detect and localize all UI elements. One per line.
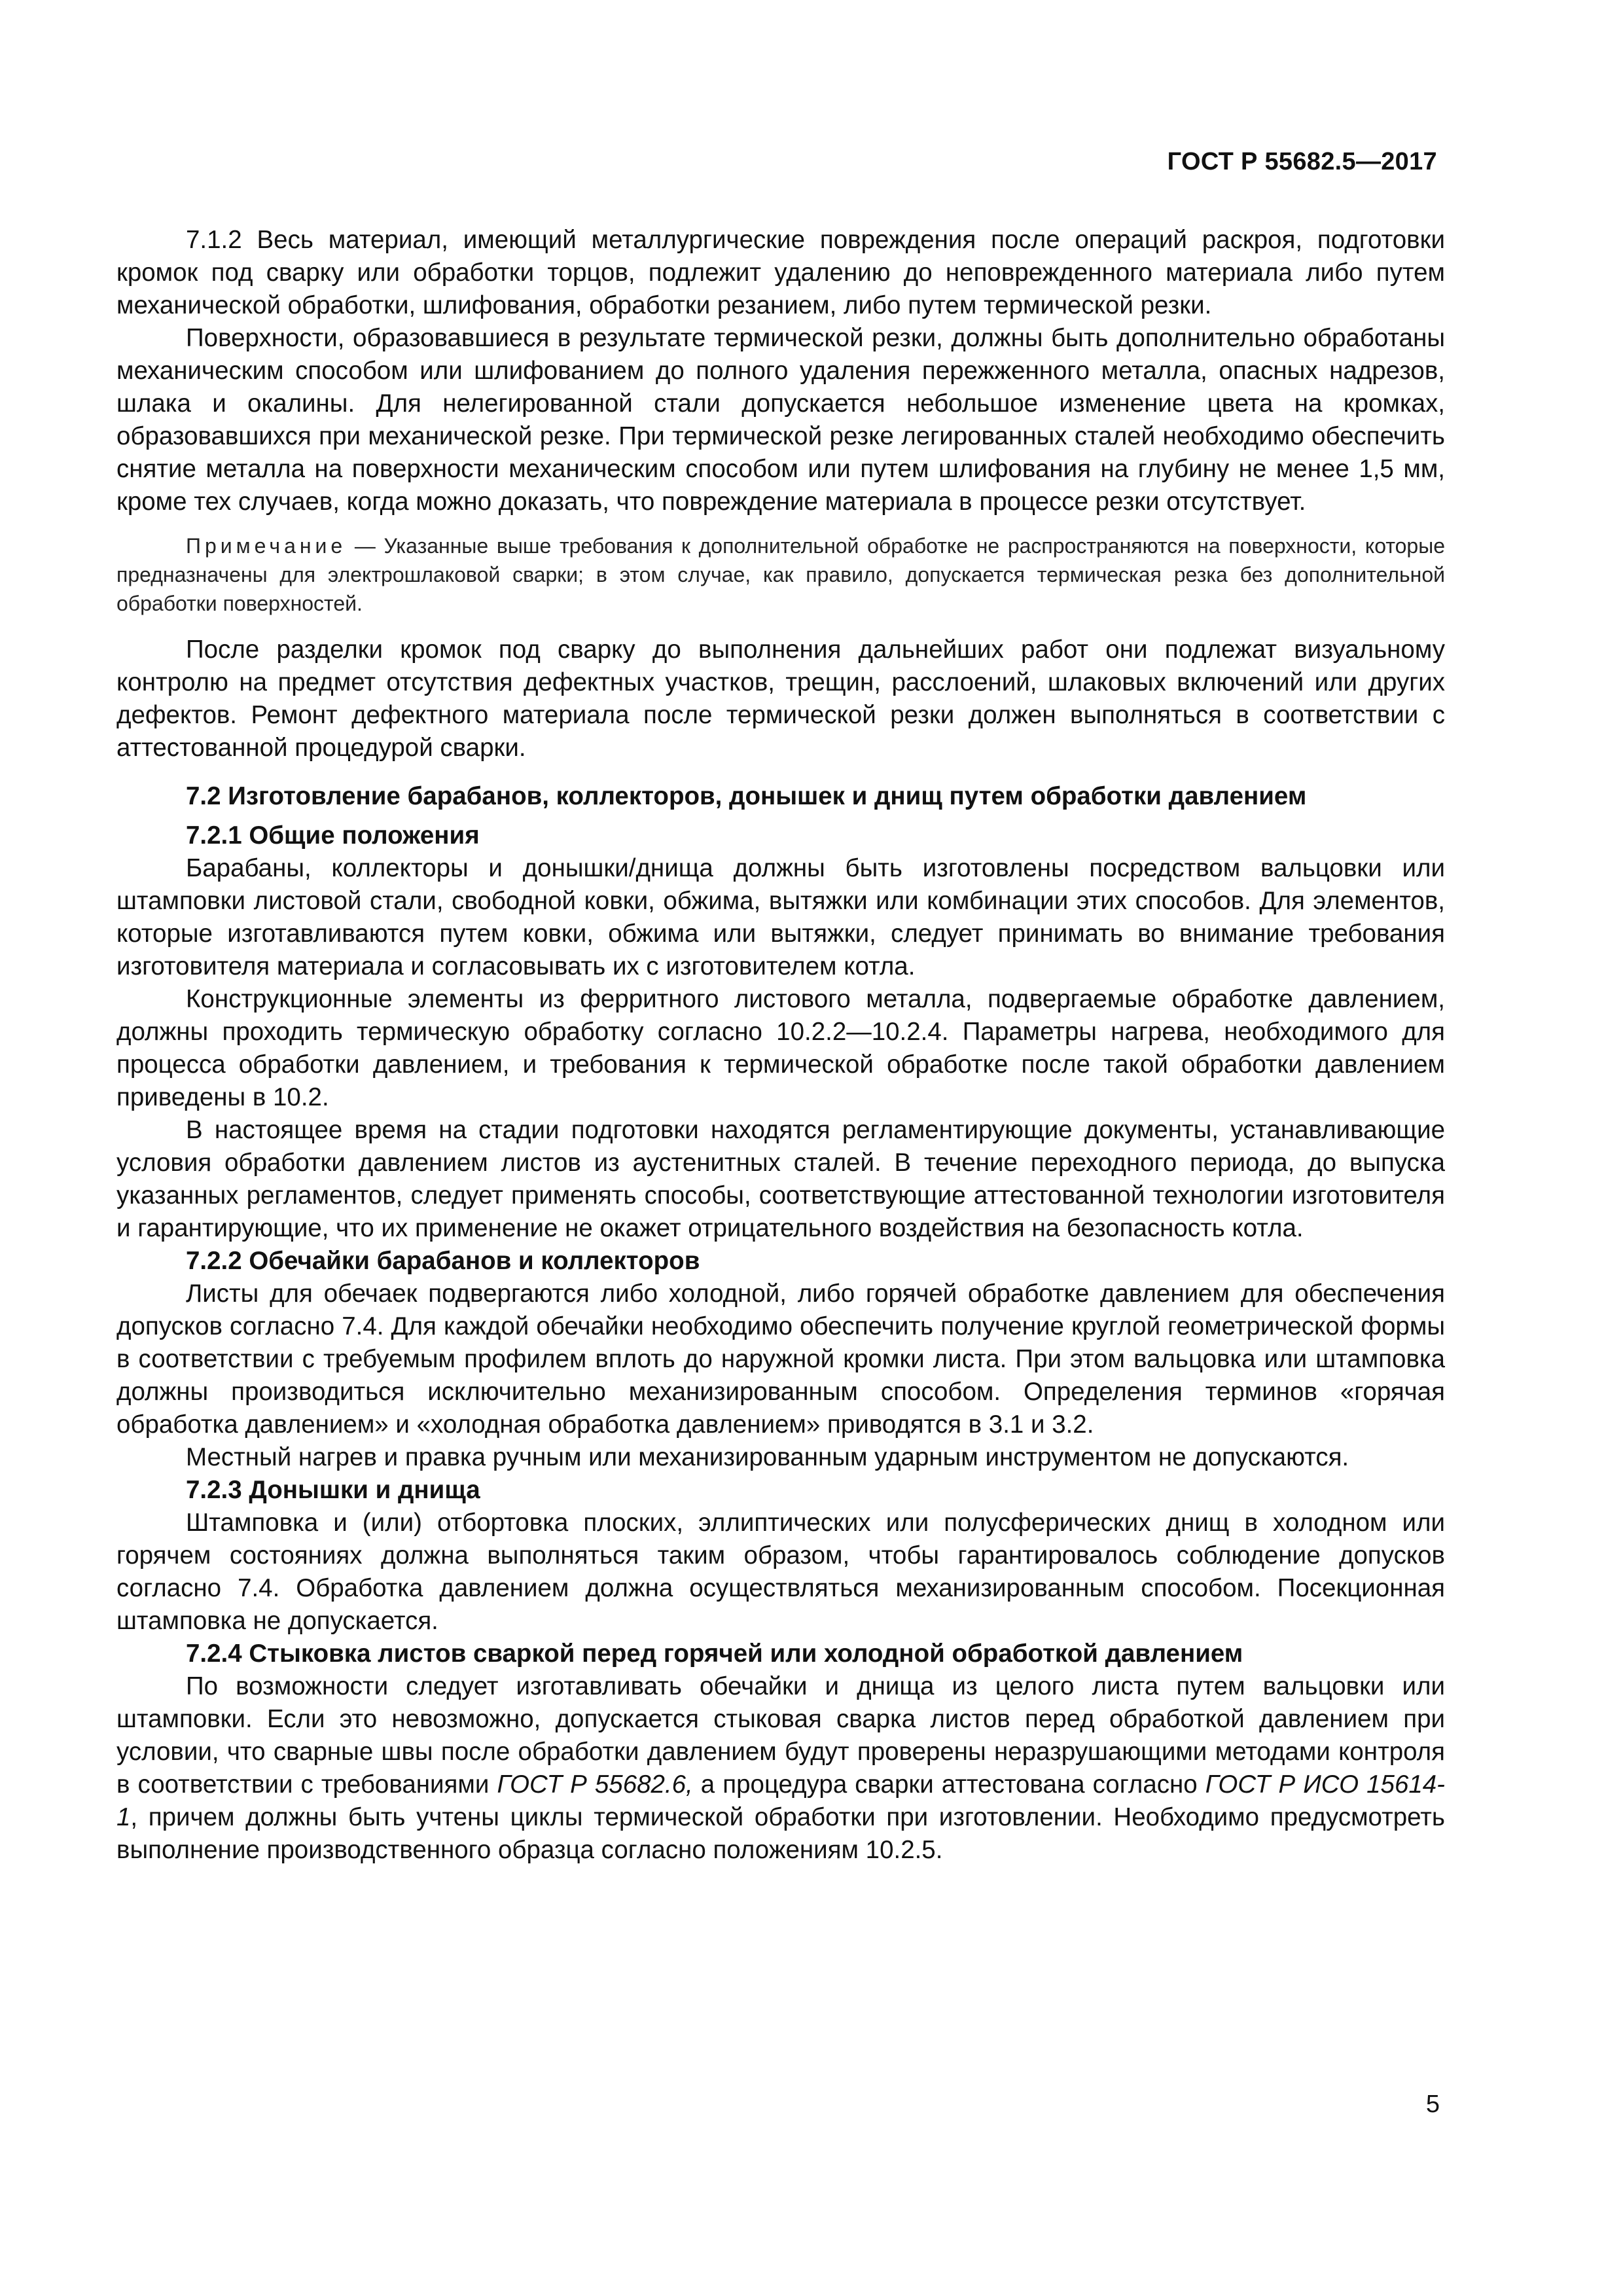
subsection-heading-7-2-3: 7.2.3 Донышки и днища (186, 1476, 480, 1504)
paragraph: Поверхности, образовавшиеся в результате термической резки, должны быть дополнительно обработаны механическим способом или шлифованием до полного удаления пережженного металла, опасных надрезов, шлака и окалины. Для нелегированной стали допускается небольшое изменение цвета на кромках, образовавшихся при механической резке. При термической резке легированных сталей необходимо обеспечить снятие металла на поверхности механическим способом или путем шлифования на глубину не менее 1,5 мм, кроме тех случаев, когда можно доказать, что повреждение материала в процессе резки отсутствует. (116, 324, 1445, 516)
paragraph (116, 1670, 1445, 1867)
subsection-heading-7-2-2: 7.2.2 Обечайки барабанов и коллекторов (186, 1247, 700, 1275)
subsection-heading-7-2-4: 7.2.4 Стыковка листов сваркой перед горячей или холодной обработкой давлением (186, 1640, 1243, 1668)
document-header: ГОСТ Р 55682.5—2017 (1167, 148, 1437, 175)
note-text: — Указанные выше требования к дополнительной обработке не распространяются на поверхности, которые предназначены для электрошлаковой сварки; в этом случае, как правило, допускается термическая резка без дополнительной обработки поверхностей. (116, 534, 1445, 615)
paragraph: В настоящее время на стадии подготовки находятся регламентирующие документы, устанавливающие условия обработки давлением листов из аустенитных сталей. В течение переходного периода, до выпуска указанных регламентов, следует применять способы, соответствующие аттестованной технологии изготовителя и гарантирующие, что их применение не окажет отрицательного воздействия на безопасность котла. (116, 1116, 1445, 1242)
standard-reference: ГОСТ Р 55682.6, (497, 1770, 693, 1799)
paragraph: Листы для обечаек подвергаются либо холодной, либо горячей обработке давлением для обеспечения допусков согласно 7.4. Для каждой обечайки необходимо обеспечить получение круглой геометрической формы в соответствии с требуемым профилем вплоть до наружной кромки листа. При этом вальцовка или штамповка должны производиться исключительно механизированным способом. Определения терминов «горячая обработка давлением» и «холодная обработка давлением» приводятся в 3.1 и 3.2. (116, 1280, 1445, 1439)
note (116, 531, 1445, 618)
page-number: 5 (1425, 2090, 1440, 2118)
paragraph-text: По возможности следует изготавливать обечайки и днища из целого листа путем вальцовки или штамповки. Если это невозможно, допускается стыковая сварка листов перед обработкой давлением при условии, что сварные швы после обработки давлением будут проверены неразрушающими методами контроля в соответствии с требованиями (116, 1672, 1445, 1799)
section-heading-7-2: 7.2 Изготовление барабанов, коллекторов, донышек и днищ путем обработки давлением (186, 782, 1307, 810)
paragraph: Штамповка и (или) отбортовка плоских, эллиптических или полусферических днищ в холодном или горячем состояниях должна выполняться таким образом, чтобы гарантировалось соблюдение допусков согласно 7.4. Обработка давлением должна осуществляться механизированным способом. Посекционная штамповка не допускается. (116, 1509, 1445, 1635)
paragraph: Местный нагрев и правка ручным или механизированным ударным инструментом не допускаются. (186, 1443, 1349, 1471)
paragraph: 7.1.2 Весь материал, имеющий металлургические повреждения после операций раскроя, подготовки кромок под сварку или обработки торцов, подлежит удалению до неповрежденного материала либо путем механической обработки, шлифования, обработки резанием, либо путем термической резки. (116, 226, 1445, 319)
paragraph-text: а процедура сварки аттестована согласно (692, 1770, 1205, 1799)
document-body (116, 224, 1445, 1867)
paragraph: Конструкционные элементы из ферритного листового металла, подвергаемые обработке давлением, должны проходить термическую обработку согласно 10.2.2—10.2.4. Параметры нагрева, необходимого для процесса обработки давлением, и требования к термической обработке после такой обработки давлением приведены в 10.2. (116, 985, 1445, 1111)
note-label: Примечание (186, 534, 347, 558)
paragraph: После разделки кромок под сварку до выполнения дальнейших работ они подлежат визуальному контролю на предмет отсутствия дефектных участков, трещин, расслоений, шлаковых включений или других дефектов. Ремонт дефектного материала после термической резки должен выполняться в соответствии с аттестованной процедурой сварки. (116, 636, 1445, 762)
standard-reference: ГОСТ Р ИСО 15614-1 (116, 1770, 1445, 1831)
paragraph-text: , причем должны быть учтены циклы термической обработки при изготовлении. Необходимо предусмотреть выполнение производственного образца согласно положениям 10.2.5. (116, 1803, 1445, 1864)
paragraph: Барабаны, коллекторы и донышки/днища должны быть изготовлены посредством вальцовки или штамповки листовой стали, свободной ковки, обжима, вытяжки или комбинации этих способов. Для элементов, которые изготавливаются путем ковки, обжима или вытяжки, следует принимать во внимание требования изготовителя материала и согласовывать их с изготовителем котла. (116, 854, 1445, 980)
subsection-heading-7-2-1: 7.2.1 Общие положения (186, 821, 480, 850)
